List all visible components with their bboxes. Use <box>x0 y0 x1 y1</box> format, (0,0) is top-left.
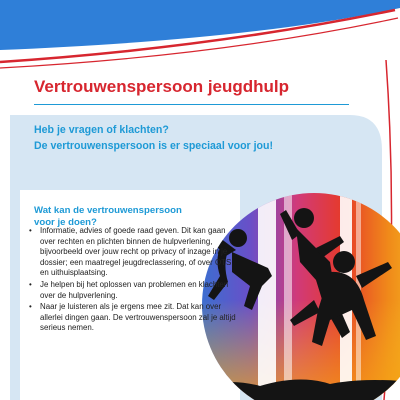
question-line: voor je doen? <box>34 217 97 228</box>
intro-line: Heb je vragen of klachten? <box>34 124 169 136</box>
intro-line: De vertrouwenspersoon is er speciaal voor jou! <box>34 140 274 152</box>
list-item: • Je helpen bij het oplossen van problemen en klachten over de hulpverlening. <box>26 280 236 301</box>
list-item: • Naar je luisteren als je ergens mee zit. Dat kan over allerlei dingen gaan. De vertrouwenspersoon zal je altijd serieus nemen. <box>26 302 236 334</box>
services-list <box>26 226 236 335</box>
question-line: Wat kan de vertrouwenspersoon <box>34 205 182 216</box>
page-title: Vertrouwenspersoon jeugdhulp <box>34 77 290 96</box>
title-divider <box>34 104 349 105</box>
intro-text <box>34 122 354 154</box>
list-item: • Informatie, advies of goede raad geven. Dit kan gaan over rechten en plichten binnen de hulpverlening, bijvoorbeeld over jouw recht op privacy of inzage in je dossier; een maatregel jeugdreclassering, of over OTS en uithuisplaatsing. <box>26 226 236 279</box>
